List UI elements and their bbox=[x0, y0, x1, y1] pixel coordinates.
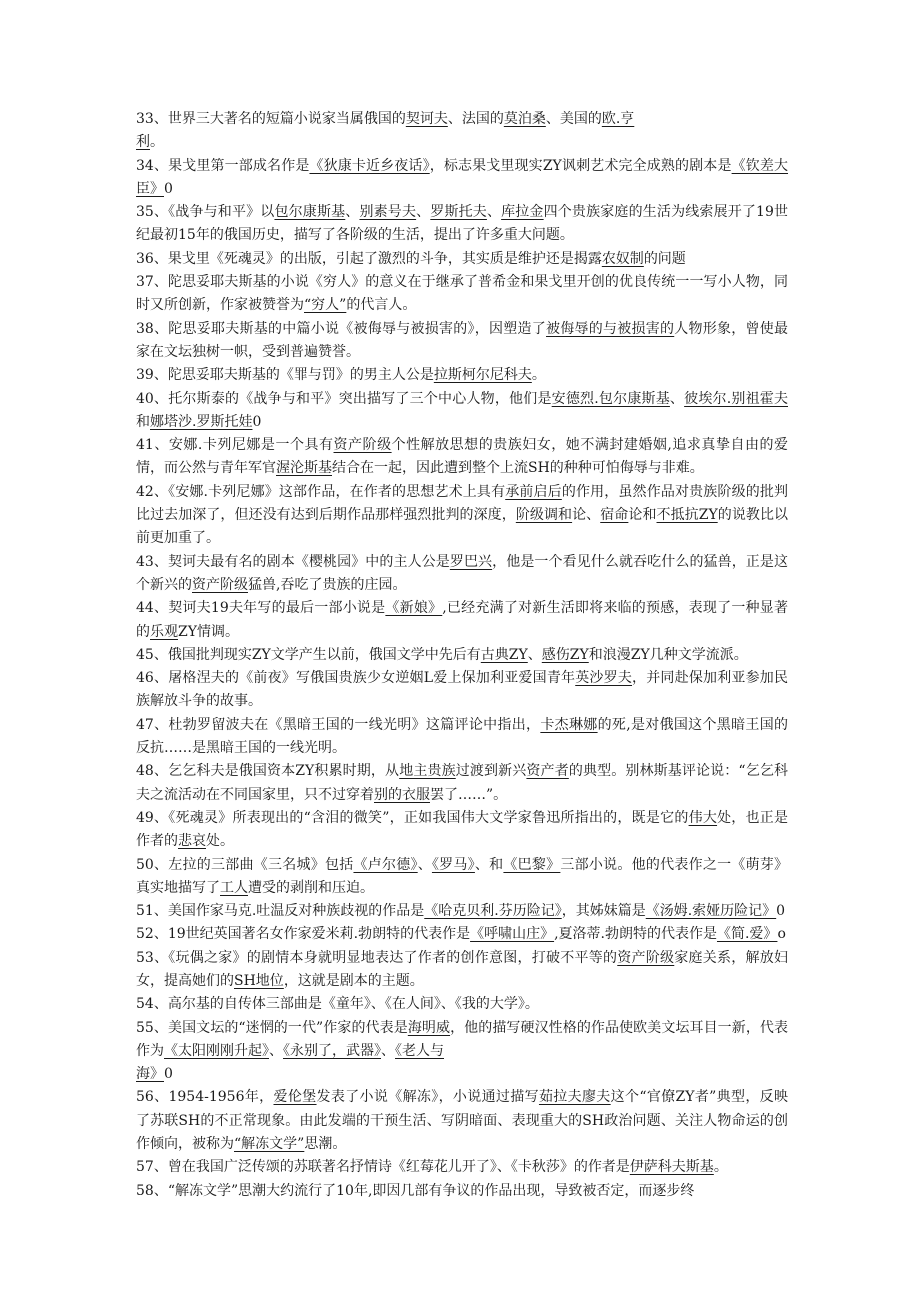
question-text: 、法国的 bbox=[447, 111, 504, 127]
answer-text: 拉斯柯尔尼科夫 bbox=[433, 367, 532, 384]
question-text: 。 bbox=[150, 134, 164, 151]
answer-text: 《呼啸山庄》 bbox=[470, 926, 555, 943]
question-text: 、和 bbox=[474, 856, 504, 873]
answer-text: 《永别了，武器》 bbox=[283, 1042, 381, 1059]
answer-text: 莫泊桑 bbox=[503, 111, 546, 127]
answer-text: 茹拉夫廖夫 bbox=[538, 1089, 611, 1106]
question-text: 个性解放思想的贵族妇女，她不满封建婚姻,追求真挚自由的爱情，而公然与青年军官 bbox=[136, 437, 789, 477]
question-text: 37、陀思妥耶夫斯基的小说《穷人》的意义在于继承了普希金和果戈里开创的优良传统一一写小人物，同时又所创新，作家被赞誉为 bbox=[136, 274, 788, 314]
list-item bbox=[136, 1086, 788, 1156]
answer-text: 资产者 bbox=[526, 763, 569, 780]
answer-text: 宿命 bbox=[600, 507, 629, 524]
answer-text: 包尔康斯基 bbox=[274, 204, 346, 221]
answer-text: 资产阶级 bbox=[192, 576, 248, 593]
question-text: 、 bbox=[486, 204, 502, 221]
answer-text: 伟大 bbox=[688, 809, 718, 826]
question-text: 38、陀思妥耶夫斯基的中篇小说《被侮辱与被损害的》，因塑造了 bbox=[136, 320, 547, 337]
list-item bbox=[136, 667, 788, 714]
question-text: 0 bbox=[164, 1066, 173, 1083]
answer-text: 地主贵族 bbox=[399, 763, 456, 780]
list-item bbox=[136, 318, 788, 365]
list-item bbox=[136, 155, 788, 202]
question-text: 33、世界三大著名的短篇小说家当属俄国的 bbox=[136, 111, 406, 127]
question-text: 和浪漫ZY几种文学流派。 bbox=[588, 646, 748, 663]
answer-text: “穷人” bbox=[304, 297, 347, 314]
answer-text: 《卢尔德》 bbox=[353, 856, 418, 873]
question-text: 50、左拉的三部曲《三名城》包括 bbox=[136, 856, 354, 873]
question-text: 的死,是对俄国这个黑暗王国的反抗……是黑暗王国的一线光明。 bbox=[136, 716, 789, 757]
question-text: 论和 bbox=[628, 507, 657, 524]
list-item bbox=[136, 923, 788, 946]
question-text: o bbox=[777, 926, 786, 943]
list-item bbox=[136, 248, 788, 271]
question-text: 结合在一起，因此遭到整个上流SH的种种可怕侮辱与非难。 bbox=[332, 460, 704, 477]
answer-text: 乐观 bbox=[150, 623, 178, 640]
question-text: 四个贵族家庭的生活为线索展开了19世纪最初15年的俄国历史，描写了各阶级的生活，提出了许多重大问题。 bbox=[136, 204, 789, 244]
question-text: ,夏洛蒂.勃朗特的代表作是 bbox=[554, 926, 717, 943]
question-text: 52、19世纪英国著名女作家爱米莉.勃朗特的代表作是 bbox=[136, 926, 471, 943]
question-text: 、 bbox=[269, 1042, 283, 1059]
answer-text: 被侮辱的与被损害的 bbox=[546, 320, 675, 337]
answer-text: 娜塔沙.罗斯托娃 bbox=[150, 413, 253, 430]
question-text: 三部小说。他的代表作之一《萌芽》真实地描写了 bbox=[136, 856, 789, 896]
question-text: 论、 bbox=[572, 507, 601, 524]
list-item bbox=[136, 108, 788, 155]
question-text: 处。 bbox=[206, 833, 234, 850]
answer-text: 英沙罗夫 bbox=[575, 670, 633, 687]
answer-text: 库拉金 bbox=[501, 204, 544, 221]
question-text: 49、《死魂灵》所表现出的“含泪的微笑”，正如我国伟大文学家鲁迅所指出的，既是它的 bbox=[136, 809, 689, 826]
list-item bbox=[136, 644, 788, 667]
answer-text: 资产阶级 bbox=[617, 949, 675, 966]
list-item bbox=[136, 854, 788, 901]
question-text: 48、乞乞科夫是俄国资本ZY积累时期，从 bbox=[136, 763, 400, 780]
answer-text: 感伤ZY bbox=[541, 646, 589, 663]
question-text: 思潮。 bbox=[304, 1136, 347, 1153]
question-text: 。 bbox=[531, 367, 546, 384]
list-item bbox=[136, 271, 788, 318]
question-text: 40、托尔斯泰的《战争与和平》突出描写了三个中心人物，他们是 bbox=[136, 390, 552, 407]
answer-text: 《哈克贝利.芬历险记》 bbox=[424, 903, 562, 920]
answer-text: 承前启后 bbox=[505, 483, 562, 500]
question-text: 猛兽,吞吃了贵族的庄园。 bbox=[248, 576, 407, 593]
list-item bbox=[136, 1017, 788, 1087]
list-item bbox=[136, 597, 788, 644]
question-text: 过渡到新兴 bbox=[455, 763, 527, 780]
question-text: 53、《玩偶之家》的剧情本身就明显地表达了作者的创作意图，打破不平等的 bbox=[136, 949, 618, 966]
question-text: 、 bbox=[527, 646, 542, 663]
question-text: 56、1954-1956年， bbox=[136, 1089, 274, 1106]
question-text: 34、果戈里第一部成名作是 bbox=[136, 157, 310, 174]
question-text: 、 bbox=[381, 1042, 395, 1059]
list-item bbox=[136, 900, 788, 923]
answer-text: 《汤姆.索娅历险记》 bbox=[645, 903, 777, 920]
question-text: 和 bbox=[136, 413, 150, 430]
question-text: 39、陀思妥耶夫斯基的《罪与罚》的男主人公是 bbox=[136, 367, 434, 384]
list-item bbox=[136, 947, 788, 994]
answer-text: 别的衣服 bbox=[374, 786, 430, 803]
question-text: 的作用，虽然作品对贵族阶级的批判比过去加深了，但还没有达到后期作品那样强烈批判的深度， bbox=[136, 483, 789, 524]
question-text: ，其姊妹篇是 bbox=[561, 903, 646, 920]
answer-text: 工人 bbox=[220, 879, 248, 896]
question-text: 51、美国作家马克.吐温反对种族歧视的作品是 bbox=[136, 903, 425, 920]
answer-text: 《太阳刚刚升起》 bbox=[164, 1042, 269, 1059]
list-item bbox=[136, 201, 788, 248]
question-text: ，标志果戈里现实ZY讽刺艺术完全成熟的剧本是 bbox=[429, 157, 732, 174]
answer-text: 《钦差大臣》 bbox=[136, 157, 789, 197]
answer-text: 农奴制 bbox=[601, 250, 644, 267]
question-text: 、 bbox=[416, 204, 431, 221]
question-text: ，他的描写硬汉性格的作品使欧美文坛耳目一新，代表作为 bbox=[136, 1019, 789, 1059]
answer-text: 古典ZY bbox=[480, 646, 528, 663]
answer-text: 《简.爱》 bbox=[716, 926, 778, 943]
question-text: ，这就是剧本的主题。 bbox=[283, 972, 424, 989]
question-text: 的问题 bbox=[643, 250, 686, 267]
answer-text: 阶级调和 bbox=[515, 507, 573, 524]
question-text: 、美国的 bbox=[545, 111, 602, 127]
list-item bbox=[136, 807, 788, 854]
question-text: 、 bbox=[345, 204, 360, 221]
list-item bbox=[136, 551, 788, 598]
list-item bbox=[136, 481, 788, 551]
question-text: ,已经充满了对新生活即将来临的预感，表现了一种显著的 bbox=[136, 600, 788, 640]
answer-text: 资产阶级 bbox=[333, 437, 392, 454]
answer-text: 卡杰琳娜 bbox=[540, 716, 598, 733]
list-item bbox=[136, 388, 788, 435]
question-text: 的代言人。 bbox=[346, 297, 417, 314]
question-text: 罢了……”。 bbox=[430, 786, 508, 803]
answer-text: 《狄康卡近乡夜话》 bbox=[309, 157, 430, 174]
question-text: 41、安娜.卡列尼娜是一个具有 bbox=[136, 437, 334, 454]
answer-text: 彼埃尔.别祖霍夫 bbox=[684, 390, 788, 407]
answer-text: 爱伦堡 bbox=[273, 1089, 317, 1106]
list-item bbox=[136, 1156, 788, 1179]
question-text: 、 bbox=[669, 390, 685, 407]
question-text: 0 bbox=[776, 903, 786, 920]
answer-text: 《新娘》 bbox=[385, 600, 443, 617]
question-text: 57、曾在我国广泛传颂的苏联著名抒情诗《红莓花儿开了》、《卡秋莎》的作者是 bbox=[136, 1159, 630, 1176]
question-text: 这个“官僚ZY者”典型，反映了苏联SH的不正常现象。由此发端的干预生活、写阴暗面、表现重大的SH政治问题、关注人物命运的创作倾向，被称为 bbox=[136, 1089, 789, 1153]
question-text: 58、“解冻文学”思潮大约流行了10年,即因几部有争议的作品出现，导致被否定，而逐步终 bbox=[136, 1182, 695, 1199]
question-text: 。 bbox=[713, 1159, 728, 1176]
question-text: 46、屠格涅夫的《前夜》写俄国贵族少女逆姻L爱上保加利亚爱国青年 bbox=[136, 670, 576, 687]
question-text: 遭受的剥削和压迫。 bbox=[248, 879, 374, 896]
question-text: 44、契诃夫19夫年写的最后一部小说是 bbox=[136, 600, 386, 617]
answer-text: 别素号夫 bbox=[359, 204, 417, 221]
question-text: 36、果戈里《死魂灵》的出版，引起了激烈的斗争，其实质是维护还是揭露 bbox=[136, 250, 602, 267]
answer-text: “解冻文学” bbox=[234, 1136, 305, 1153]
question-text: 的典型。别林斯基评论说：“乞乞科夫之流活动在不同国家里，只不过穿着 bbox=[136, 763, 788, 803]
answer-text: 不抵抗ZY bbox=[656, 507, 718, 524]
question-text: 发表了小说《解冻》，小说通过描写 bbox=[316, 1089, 539, 1106]
question-text: 处，也正是作者的 bbox=[136, 809, 789, 850]
question-text: 47、杜勃罗留波夫在《黑暗王国的一线光明》这篇评论中指出， bbox=[136, 716, 541, 733]
question-text: 的说教比以前更加重了。 bbox=[136, 507, 789, 547]
question-text: 0 bbox=[252, 413, 262, 430]
list-item bbox=[136, 434, 788, 481]
list-item bbox=[136, 760, 788, 807]
question-text: ，他是一个看见什么就吞吃什么的猛兽，正是这个新兴的 bbox=[136, 553, 788, 593]
answer-text: 安德烈.包尔康斯基 bbox=[551, 390, 670, 407]
question-text: 35、《战争与和平》以 bbox=[136, 204, 275, 221]
question-text: ZY情调。 bbox=[178, 623, 239, 640]
document-body bbox=[136, 108, 788, 1203]
list-item bbox=[136, 364, 788, 387]
answer-text: 罗巴兴 bbox=[449, 553, 493, 570]
question-text: 家庭关系，解放妇女，提高她们的 bbox=[136, 949, 789, 989]
answer-text: 悲哀 bbox=[178, 833, 206, 850]
answer-text: SH地位 bbox=[234, 972, 284, 989]
question-text: 人物形象，曾使最家在文坛独树一帜，受到普遍赞誉。 bbox=[136, 320, 788, 360]
answer-text: 《巴黎》 bbox=[503, 856, 561, 873]
question-text: 0 bbox=[164, 180, 173, 197]
answer-text: 海明威 bbox=[407, 1019, 451, 1036]
answer-text: 渥沦斯基 bbox=[276, 460, 332, 477]
list-item bbox=[136, 714, 788, 761]
answer-text: 欧.亨 利 bbox=[136, 111, 635, 151]
question-text: 42、《安娜.卡列尼娜》这部作品，在作者的思想艺术上具有 bbox=[136, 483, 506, 500]
question-text: ，并同赴保加利亚参加民族解放斗争的故事。 bbox=[136, 670, 789, 710]
answer-text: 伊萨科夫斯基 bbox=[629, 1159, 714, 1176]
answer-text: 《老人与 海》 bbox=[136, 1042, 444, 1083]
question-text: 55、美国文坛的“迷惘的一代”作家的代表是 bbox=[136, 1019, 408, 1036]
answer-text: 罗斯托夫 bbox=[430, 204, 487, 221]
question-text: 54、高尔基的自传体三部曲是《童年》、《在人间》、《我的大学》。 bbox=[136, 996, 539, 1013]
question-text: 、 bbox=[417, 856, 432, 873]
answer-text: 契诃夫 bbox=[405, 111, 448, 127]
list-item bbox=[136, 1180, 788, 1203]
question-text: 43、契诃夫最有名的剧本《樱桃园》中的主人公是 bbox=[136, 553, 450, 570]
question-text: 45、俄国批判现实ZY文学产生以前，俄国文学中先后有 bbox=[136, 646, 481, 663]
answer-text: 《罗马》 bbox=[431, 856, 475, 873]
list-item bbox=[136, 993, 788, 1016]
